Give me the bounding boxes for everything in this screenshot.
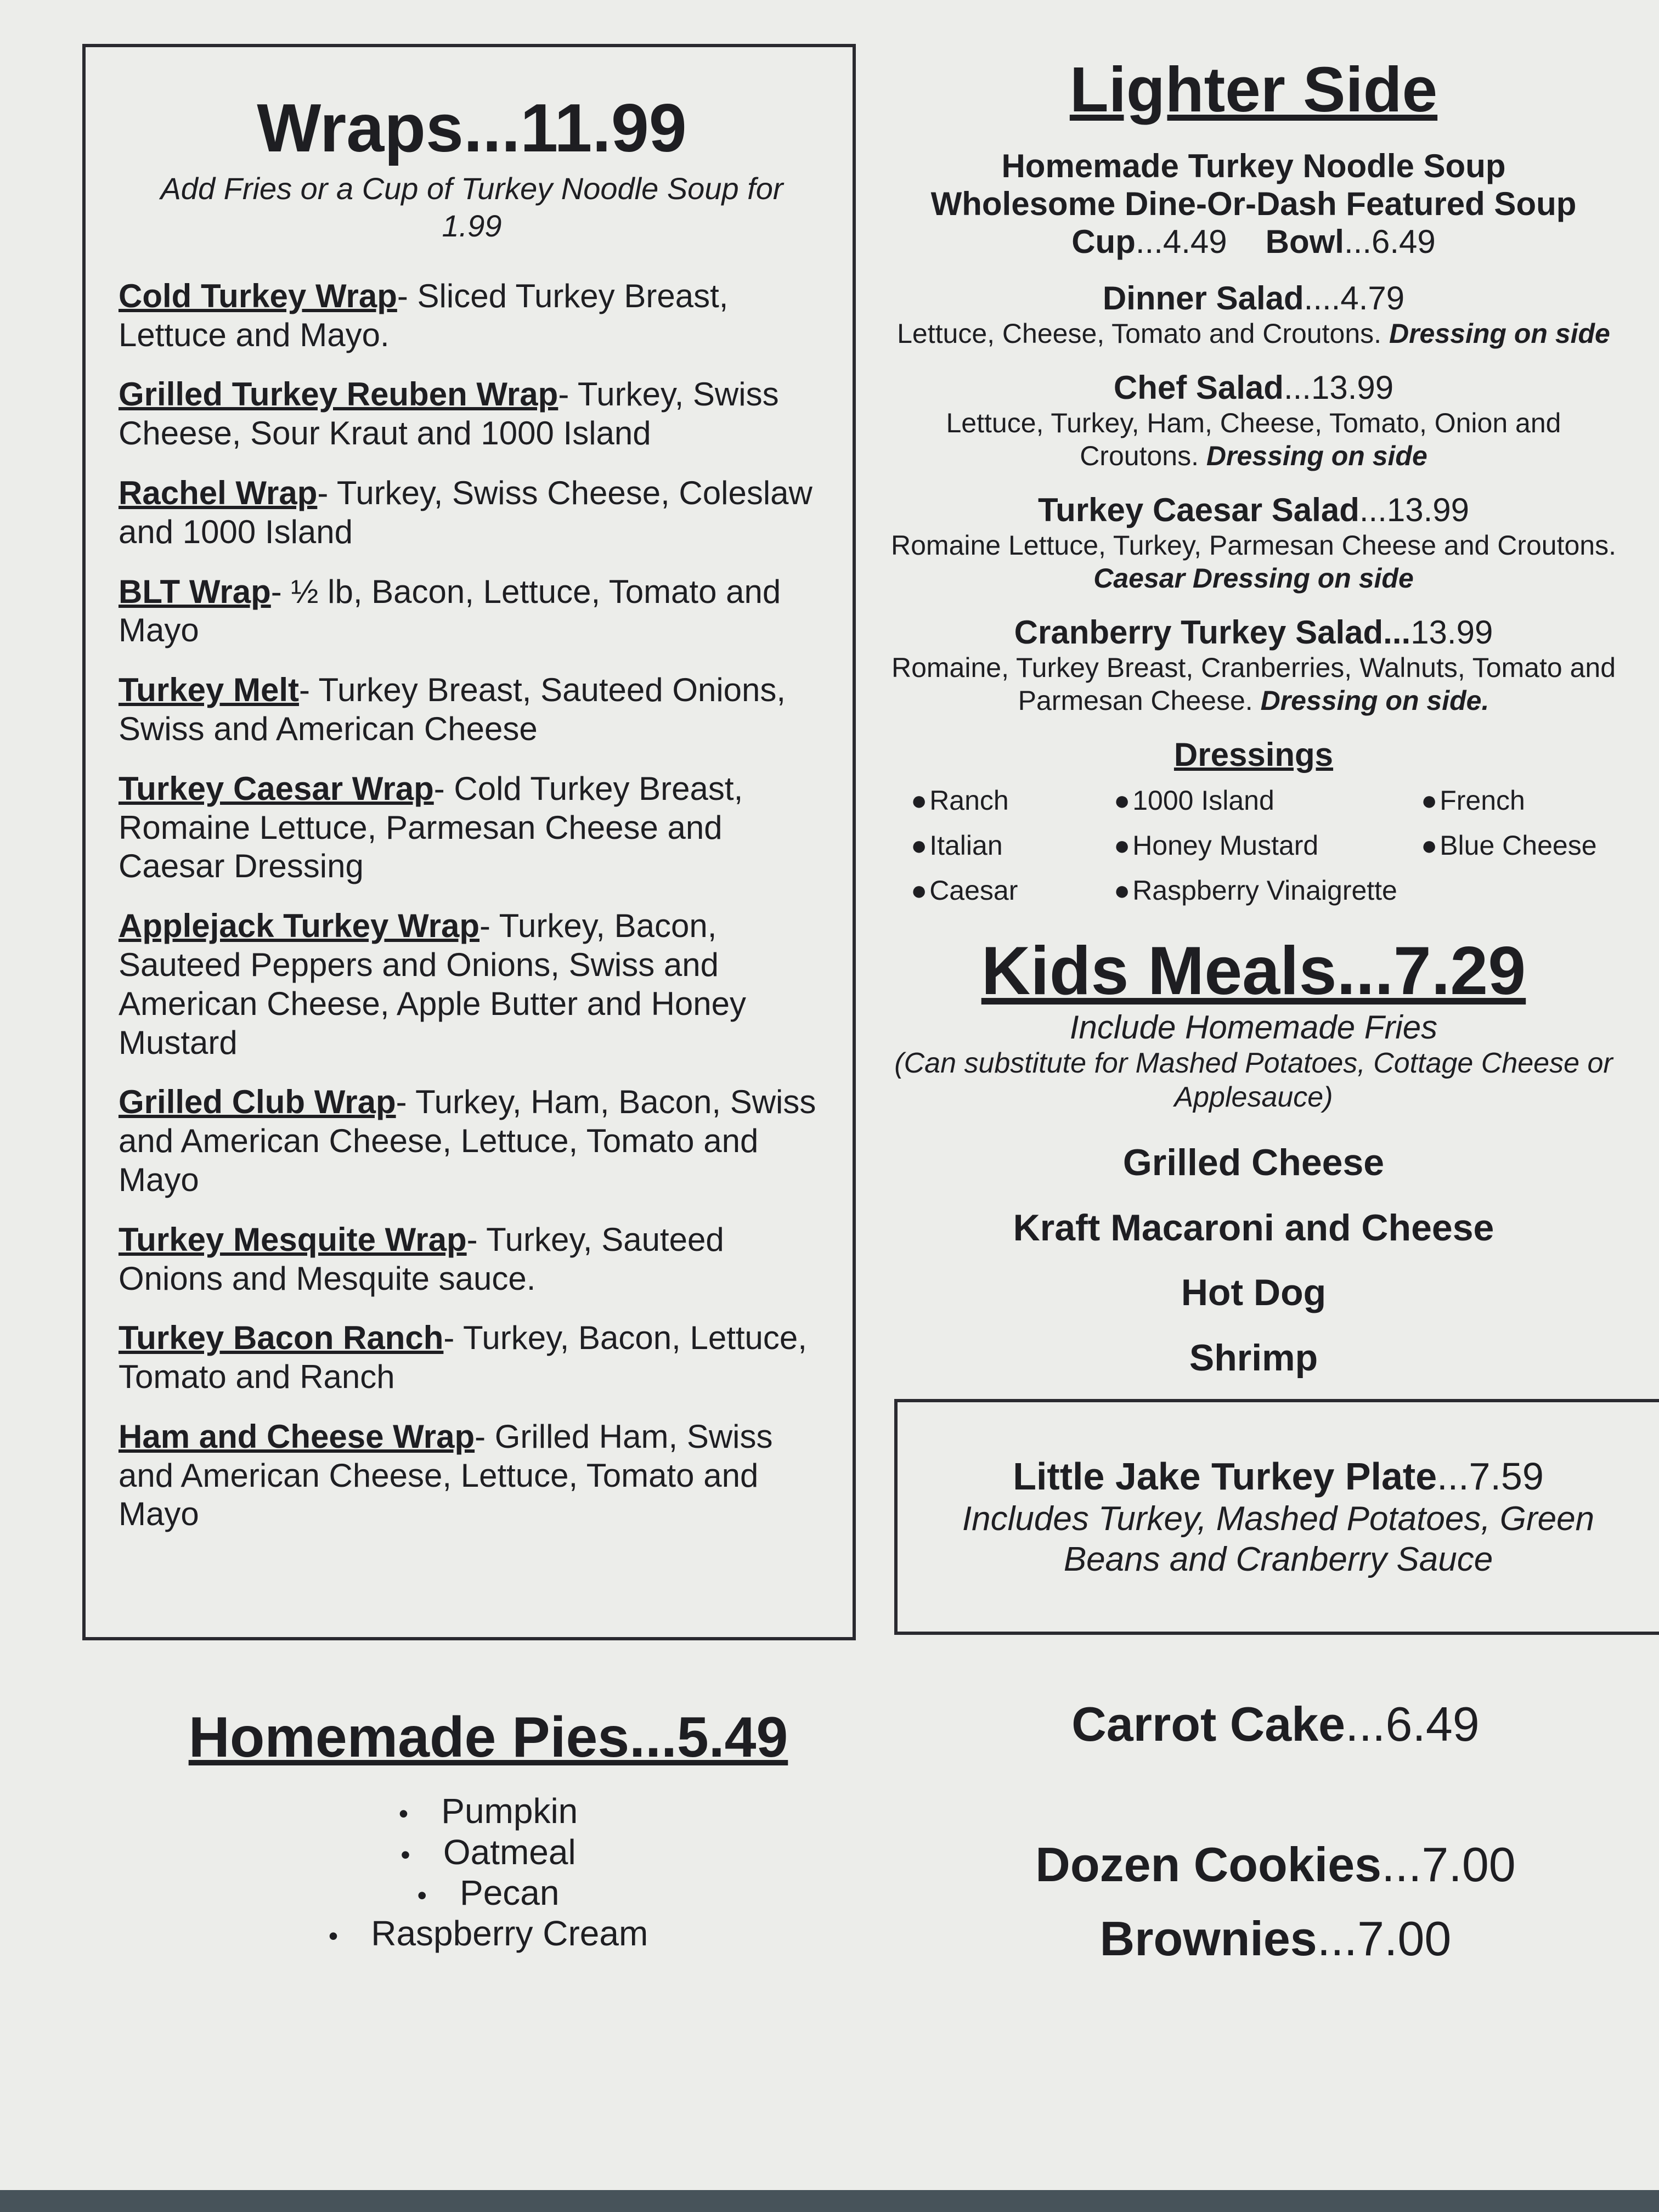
- dressing-item: ● Italian: [911, 830, 1114, 861]
- wrap-name: Turkey Bacon Ranch: [119, 1319, 444, 1357]
- wrap-name: Applejack Turkey Wrap: [119, 907, 480, 945]
- pie-item: • Pecan: [110, 1872, 867, 1913]
- wrap-desc: - Turkey, Sauteed Onions and Mesquite sauce.: [119, 1221, 724, 1297]
- wrap-item: [119, 770, 825, 886]
- salad-ingredients: Romaine Lettuce, Turkey, Parmesan Cheese and Croutons.: [891, 529, 1616, 561]
- salad-name: [889, 613, 1618, 651]
- wrap-name: Turkey Mesquite Wrap: [119, 1221, 467, 1258]
- wrap-item: [119, 1418, 825, 1534]
- wrap-item: [119, 1319, 825, 1397]
- salad-ingredients: Lettuce, Cheese, Tomato and Croutons.: [897, 318, 1382, 349]
- dressings-title: Dressings: [1173, 736, 1334, 773]
- lighter-side-title: Lighter Side: [1069, 54, 1438, 125]
- salad-ingredients: Romaine, Turkey Breast, Cranberries, Walnuts, Tomato and Parmesan Cheese.: [891, 652, 1616, 716]
- salad-name: [889, 279, 1618, 317]
- kids-meals-note: (Can substitute for Mashed Potatoes, Cottage Cheese or Applesauce): [894, 1047, 1613, 1114]
- wrap-item: [119, 375, 825, 453]
- little-jake-plate-box: [894, 1399, 1659, 1635]
- dessert-price: ...7.00: [1381, 1837, 1516, 1892]
- wrap-desc: - Turkey, Ham, Bacon, Swiss and American Cheese, Lettuce, Tomato and Mayo: [119, 1084, 816, 1198]
- pie-item: • Raspberry Cream: [110, 1913, 867, 1954]
- salad-note: Caesar Dressing on side: [1093, 562, 1414, 594]
- salad-price: ....4.79: [1304, 279, 1405, 317]
- dressing-item: ● Honey Mustard: [1114, 830, 1421, 861]
- salad-desc: [889, 651, 1618, 717]
- pie-item: • Oatmeal: [110, 1832, 867, 1872]
- dessert-item: [894, 1910, 1657, 1968]
- salad-name: [889, 491, 1618, 529]
- wrap-name: Turkey Caesar Wrap: [119, 770, 434, 807]
- dessert-item: [894, 1695, 1657, 1753]
- dressing-item: ● French: [1421, 785, 1640, 816]
- dressing-item: ● Ranch: [911, 785, 1114, 816]
- salad-title: Cranberry Turkey Salad...: [1014, 613, 1411, 651]
- pies-title: Homemade Pies...5.49: [188, 1706, 788, 1769]
- wrap-desc: - Turkey, Swiss Cheese, Sour Kraut and 1000 Island: [119, 376, 779, 452]
- salad-note: Dressing on side: [1389, 318, 1610, 349]
- salad-desc: [889, 529, 1618, 595]
- kids-meals-title: Kids Meals...7.29: [981, 933, 1526, 1009]
- wrap-item: [119, 573, 825, 651]
- salad-title: Dinner Salad: [1102, 279, 1304, 317]
- kids-meals-subtitle: Include Homemade Fries: [1069, 1008, 1438, 1046]
- wraps-subtitle: Add Fries or a Cup of Turkey Noodle Soup for 1.99: [160, 171, 783, 243]
- dressing-item: ● 1000 Island: [1114, 785, 1421, 816]
- salad-note: Dressing on side: [1206, 440, 1427, 471]
- dressings-list: [889, 785, 1618, 906]
- salad-price: ...13.99: [1359, 491, 1470, 528]
- lighter-side-section: [889, 55, 1618, 1403]
- wrap-desc: - Turkey Breast, Sauteed Onions, Swiss and American Cheese: [119, 672, 786, 747]
- salad-item: [889, 279, 1618, 350]
- salad-note: Dressing on side.: [1260, 685, 1489, 716]
- soup-featured: Wholesome Dine-Or-Dash Featured Soup: [930, 185, 1577, 222]
- pies-section: [110, 1706, 867, 1954]
- salad-price: ...13.99: [1283, 369, 1394, 406]
- kids-meal-item: Kraft Macaroni and Cheese: [1013, 1206, 1494, 1249]
- wrap-desc: - Sliced Turkey Breast, Lettuce and Mayo.: [119, 277, 729, 353]
- kids-meal-item: Grilled Cheese: [1122, 1141, 1385, 1183]
- salad-desc: [889, 407, 1618, 472]
- dessert-price: ...7.00: [1317, 1911, 1452, 1966]
- salad-item: [889, 613, 1618, 717]
- wrap-name: Cold Turkey Wrap: [119, 277, 397, 314]
- dressing-item: ● Raspberry Vinaigrette: [1114, 874, 1421, 906]
- salad-title: Turkey Caesar Salad: [1037, 491, 1359, 528]
- soup-prices: [889, 223, 1618, 261]
- cup-price: ...4.49: [1135, 223, 1227, 260]
- pie-item: • Pumpkin: [110, 1791, 867, 1831]
- kids-meal-item: Hot Dog: [1181, 1272, 1327, 1314]
- wrap-item: [119, 1083, 825, 1199]
- salad-desc: [889, 317, 1618, 350]
- table-edge: [0, 2190, 1659, 2212]
- little-jake-plate-desc: Includes Turkey, Mashed Potatoes, Green Beans and Cranberry Sauce: [962, 1499, 1595, 1578]
- dessert-name: Brownies: [1099, 1911, 1317, 1966]
- plate-title: Little Jake Turkey Plate: [1013, 1455, 1437, 1498]
- wrap-desc: - Grilled Ham, Swiss and American Cheese, Lettuce, Tomato and Mayo: [119, 1418, 773, 1533]
- wrap-item: [119, 1221, 825, 1299]
- wrap-name: BLT Wrap: [119, 573, 271, 610]
- wrap-item: [119, 474, 825, 552]
- salad-title: Chef Salad: [1113, 369, 1284, 406]
- wraps-title: [119, 91, 825, 166]
- wraps-price: ...11.99: [463, 91, 687, 166]
- dressing-item: ● Caesar: [911, 874, 1114, 906]
- wraps-title-text: Wraps: [257, 91, 464, 166]
- cup-label: Cup: [1071, 223, 1136, 260]
- desserts-section: [894, 1695, 1657, 1968]
- wrap-item: [119, 277, 825, 355]
- little-jake-plate-name: [898, 1454, 1659, 1499]
- salad-item: [889, 491, 1618, 595]
- wrap-desc: - Turkey, Bacon, Lettuce, Tomato and Ranch: [119, 1319, 807, 1396]
- wrap-desc: - Turkey, Bacon, Sauteed Peppers and Onions, Swiss and American Cheese, Apple Butter and Honey Mustard: [119, 907, 747, 1061]
- bowl-label: Bowl: [1265, 223, 1344, 260]
- wrap-desc: - Cold Turkey Breast, Romaine Lettuce, Parmesan Cheese and Caesar Dressing: [119, 770, 743, 885]
- salad-item: [889, 369, 1618, 472]
- salad-ingredients: Lettuce, Turkey, Ham, Cheese, Tomato, Onion and Croutons.: [946, 407, 1561, 471]
- wrap-name: Grilled Turkey Reuben Wrap: [119, 376, 558, 413]
- soup-homemade: Homemade Turkey Noodle Soup: [1001, 147, 1506, 184]
- wrap-name: Turkey Melt: [119, 672, 299, 709]
- dessert-name: Carrot Cake: [1071, 1697, 1346, 1751]
- wraps-section: [82, 44, 856, 1640]
- wrap-desc: - Turkey, Swiss Cheese, Coleslaw and 1000 Island: [119, 474, 812, 550]
- salad-name: [889, 369, 1618, 407]
- wrap-name: Ham and Cheese Wrap: [119, 1418, 475, 1455]
- wrap-desc: - ½ lb, Bacon, Lettuce, Tomato and Mayo: [119, 573, 781, 649]
- dessert-price: ...6.49: [1345, 1697, 1480, 1751]
- dressing-item: ● Blue Cheese: [1421, 830, 1640, 861]
- kids-meal-item: Shrimp: [1189, 1337, 1318, 1379]
- salad-price: 13.99: [1410, 613, 1493, 651]
- wrap-item: [119, 671, 825, 749]
- bowl-price: ...6.49: [1344, 223, 1436, 260]
- plate-price: ...7.59: [1437, 1455, 1544, 1498]
- dessert-name: Dozen Cookies: [1035, 1837, 1382, 1892]
- wrap-item: [119, 907, 825, 1062]
- dessert-item: [894, 1836, 1657, 1894]
- wrap-name: Rachel Wrap: [119, 474, 318, 511]
- wrap-name: Grilled Club Wrap: [119, 1084, 396, 1121]
